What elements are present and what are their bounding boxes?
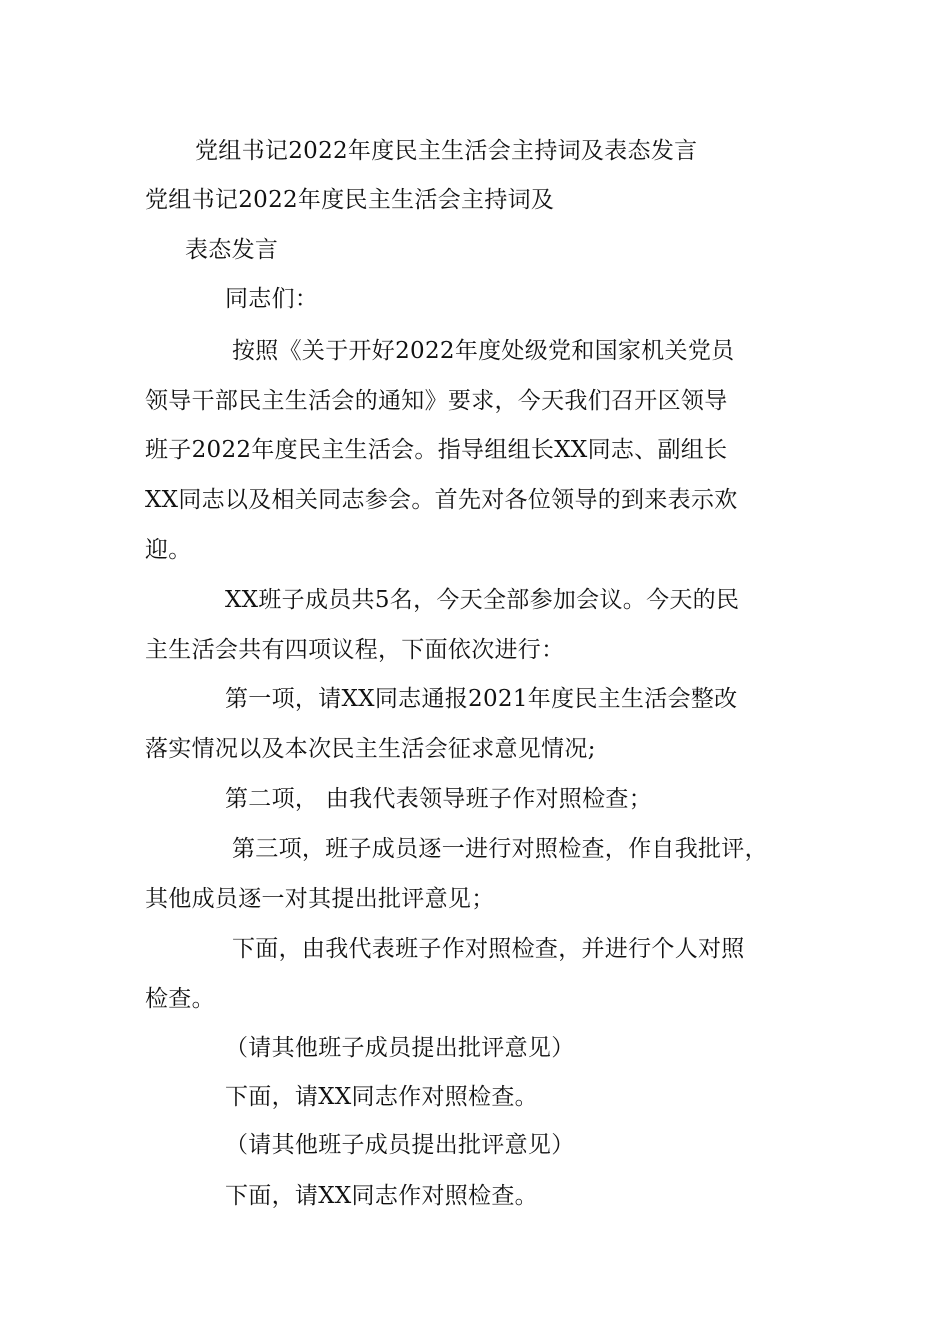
heading-line-1: 党组书记2022年度民主生活会主持词及	[145, 187, 555, 213]
agenda-item-1-cont: 落实情况以及本次民主生活会征求意见情况;	[145, 736, 596, 762]
agenda-item-3: 第三项，班子成员逐一进行对照检查，作自我批评，	[232, 836, 768, 862]
document-title: 党组书记2022年度民主生活会主持词及表态发言	[195, 138, 698, 164]
paragraph-line: 领导干部民主生活会的通知》要求，今天我们召开区领导	[145, 388, 728, 414]
agenda-item-1: 第一项，请XX同志通报2021年度民主生活会整改	[225, 686, 738, 712]
note-line: （请其他班子成员提出批评意见）	[225, 1035, 575, 1061]
paragraph-line: 按照《关于开好2022年度处级党和国家机关党员	[232, 338, 735, 364]
paragraph-line: XX班子成员共5名，今天全部参加会议。今天的民	[225, 587, 740, 613]
paragraph-line: XX同志以及相关同志参会。首先对各位领导的到来表示欢	[145, 487, 738, 513]
paragraph-line: 检查。	[145, 986, 215, 1012]
agenda-item-3-cont: 其他成员逐一对其提出批评意见；	[145, 886, 495, 912]
salutation: 同志们：	[225, 286, 319, 312]
agenda-item-2: 第二项， 由我代表领导班子作对照检查；	[225, 786, 653, 812]
paragraph-line: 迎。	[145, 537, 192, 563]
paragraph-line: 下面，请XX同志作对照检查。	[225, 1183, 538, 1209]
paragraph-line: 主生活会共有四项议程，下面依次进行：	[145, 637, 565, 663]
note-line: （请其他班子成员提出批评意见）	[225, 1132, 575, 1158]
heading-line-2: 表态发言	[185, 237, 279, 263]
paragraph-line: 下面，请XX同志作对照检查。	[225, 1084, 538, 1110]
paragraph-line: 下面，由我代表班子作对照检查，并进行个人对照	[232, 936, 745, 962]
paragraph-line: 班子2022年度民主生活会。指导组组长XX同志、副组长	[145, 437, 728, 463]
